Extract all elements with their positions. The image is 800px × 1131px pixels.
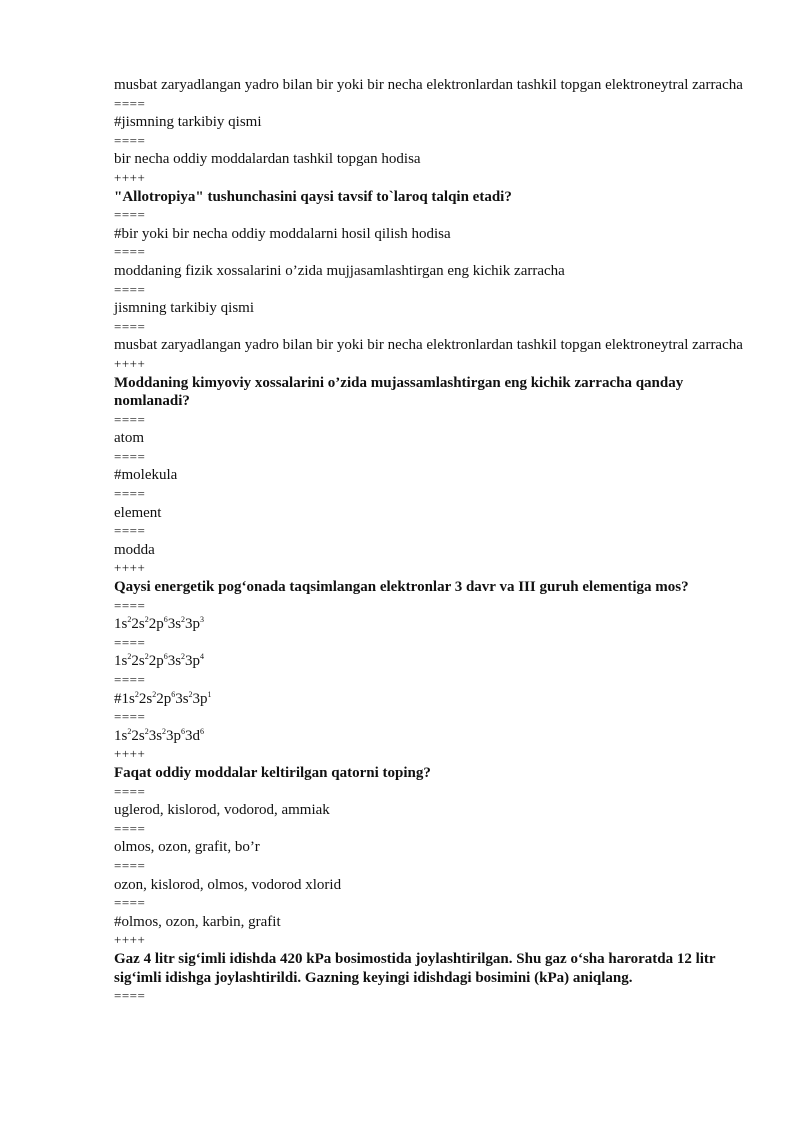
separator: ==== (114, 448, 146, 464)
formula-text: 3d (185, 727, 201, 744)
superscript: 6 (163, 652, 168, 662)
separator: ==== (114, 783, 146, 799)
superscript: 1 (207, 689, 212, 699)
answer-option: modda (114, 541, 155, 558)
answer-option: #jismning tarkibiy qismi (114, 114, 262, 131)
formula-text: 1s (114, 616, 128, 633)
formula-option (114, 615, 744, 634)
separator: ==== (114, 820, 146, 836)
formula-text: 2p (156, 690, 172, 707)
separator: ==== (114, 634, 146, 650)
question-text: Faqat oddiy moddalar keltirilgan qatorni toping? (114, 764, 431, 781)
superscript: 2 (162, 726, 167, 736)
separator: ==== (114, 597, 146, 613)
superscript: 6 (171, 689, 176, 699)
formula-text: 3p (166, 727, 182, 744)
separator: ==== (114, 857, 146, 873)
separator: ==== (114, 95, 146, 111)
answer-option: jismning tarkibiy qismi (114, 300, 255, 317)
superscript: 2 (181, 615, 186, 625)
superscript: 6 (163, 615, 168, 625)
superscript: 2 (144, 615, 149, 625)
formula-text: 3s (148, 727, 163, 744)
superscript: 2 (134, 689, 139, 699)
separator: ++++ (114, 355, 146, 371)
formula-option (114, 690, 744, 709)
separator: ==== (114, 672, 146, 687)
answer-option: element (114, 504, 162, 521)
formula-text: 2s (131, 616, 145, 633)
formula-option (114, 652, 744, 671)
formula-text: 1s (114, 653, 128, 670)
formula-text: 3p (185, 616, 201, 633)
separator: ==== (114, 486, 146, 502)
answer-option: #bir yoki bir necha oddiy moddalarni hosil qilish hodisa (114, 225, 451, 242)
separator: ++++ (114, 560, 146, 576)
superscript: 6 (181, 726, 186, 736)
separator: ==== (114, 709, 146, 725)
separator: ++++ (114, 932, 146, 948)
separator: ==== (114, 988, 146, 1004)
superscript: 2 (144, 726, 149, 736)
answer-option: #olmos, ozon, karbin, grafit (114, 913, 281, 930)
superscript: 2 (181, 652, 186, 662)
formula-text: 2p (148, 653, 164, 670)
answer-option: atom (114, 430, 144, 447)
separator: ==== (114, 523, 146, 539)
answer-option: olmos, ozon, grafit, bo’r (114, 839, 260, 856)
answer-option: #molekula (114, 467, 178, 484)
formula-option (114, 727, 744, 746)
answer-option: bir necha oddiy moddalardan tashkil topgan hodisa (114, 151, 421, 168)
question-text: Qaysi energetik pog‘onada taqsimlangan elektronlar 3 davr va III guruh elementiga mos? (114, 579, 689, 596)
separator: ==== (114, 895, 146, 911)
superscript: 2 (152, 689, 157, 699)
separator: ++++ (114, 169, 146, 185)
formula-text: 3p (192, 690, 208, 707)
formula-text: #1s (114, 690, 135, 707)
formula-text: 2s (131, 653, 145, 670)
separator: ==== (114, 318, 146, 334)
answer-option: musbat zaryadlangan yadro bilan bir yoki bir necha elektronlardan tashkil topgan elektroneytral zarracha (114, 77, 743, 93)
document-page (114, 76, 744, 1006)
formula-text: 3s (167, 653, 182, 670)
formula-text: 2s (138, 690, 153, 707)
superscript: 3 (200, 615, 205, 625)
question-text: Gaz 4 litr sig‘imli idishda 420 kPa bosimostida joylashtirilgan. Shu gaz o‘sha haroratda 12 litr sig‘imli idishga joylashtirildi. Gazning keyingi idishdagi bosimini (kPa) aniqlang. (114, 950, 716, 986)
answer-option: uglerod, kislorod, vodorod, ammiak (114, 802, 330, 819)
answer-option: musbat zaryadlangan yadro bilan bir yoki bir necha elektronlardan tashkil topgan elektroneytral zarracha (114, 337, 743, 354)
superscript: 2 (127, 726, 132, 736)
separator: ==== (114, 132, 146, 148)
question-text: Moddaning kimyoviy xossalarini o’zida mujassamlashtirgan eng kichik zarracha qanday nomlanadi? (114, 374, 684, 410)
answer-option: moddaning fizik xossalarini o’zida mujjasamlashtirgan eng kichik zarracha (114, 262, 565, 279)
separator: ++++ (114, 746, 146, 762)
superscript: 2 (127, 615, 132, 625)
formula-text: 3s (167, 616, 182, 633)
separator: ==== (114, 281, 146, 297)
formula-text: 2s (131, 727, 145, 744)
superscript: 2 (127, 652, 132, 662)
separator: ==== (114, 244, 146, 260)
formula-text: 3s (175, 690, 189, 707)
superscript: 2 (144, 652, 149, 662)
superscript: 2 (188, 689, 193, 699)
formula-text: 1s (114, 727, 128, 744)
superscript: 6 (200, 726, 205, 736)
question-text: "Allotropiya" tushunchasini qaysi tavsif to`laroq talqin etadi? (114, 188, 512, 205)
formula-text: 2p (148, 616, 164, 633)
separator: ==== (114, 411, 146, 427)
answer-option: ozon, kislorod, olmos, vodorod xlorid (114, 876, 342, 893)
superscript: 4 (200, 652, 205, 662)
separator: ==== (114, 207, 146, 223)
formula-text: 3p (185, 653, 201, 670)
